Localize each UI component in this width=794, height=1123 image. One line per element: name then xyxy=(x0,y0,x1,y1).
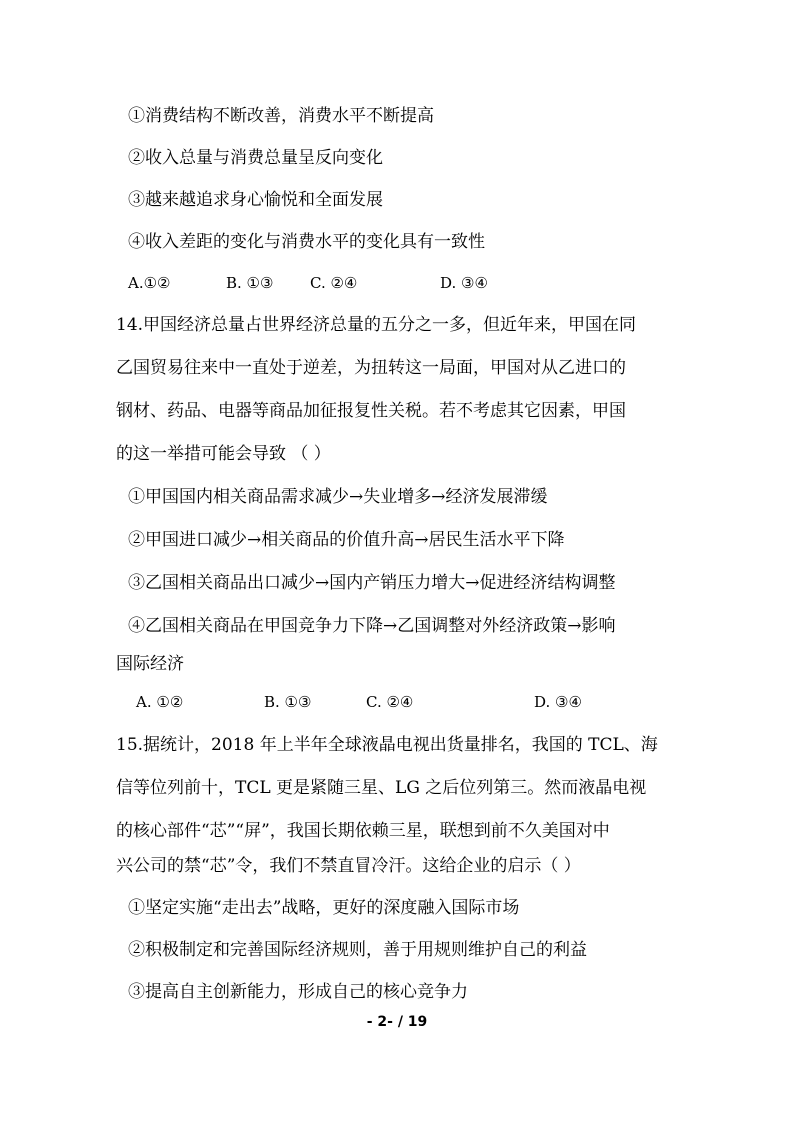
q15-item-2: ②积极制定和完善国际经济规则，善于用规则维护自己的利益 xyxy=(128,940,587,960)
q13-option-a: A.①② xyxy=(128,274,171,292)
q15-stem-line-1: 15.据统计，2018 年上半年全球液晶电视出货量排名，我国的 TCL、海 xyxy=(116,735,658,755)
q14-item-1: ①甲国国内相关商品需求减少→失业增多→经济发展滞缓 xyxy=(128,487,548,507)
q14-item-4-continued: 国际经济 xyxy=(116,654,184,674)
q14-item-2: ②甲国进口减少→相关商品的价值升高→居民生活水平下降 xyxy=(128,530,565,550)
q14-option-c: C. ②④ xyxy=(366,693,414,711)
q15-stem-line-3: 的核心部件“芯”“屏”，我国长期依赖三星，联想到前不久美国对中 xyxy=(116,821,610,841)
q13-item-2: ②收入总量与消费总量呈反向变化 xyxy=(128,148,383,168)
q14-stem-line-1: 14.甲国经济总量占世界经济总量的五分之一多，但近年来，甲国在同 xyxy=(116,315,637,335)
q15-stem-line-2: 信等位列前十，TCL 更是紧随三星、LG 之后位列第三。然而液晶电视 xyxy=(116,778,647,798)
q14-stem-line-3: 钢材、药品、电器等商品加征报复性关税。若不考虑其它因素，甲国 xyxy=(116,401,626,421)
q14-stem-line-2: 乙国贸易往来中一直处于逆差，为扭转这一局面，甲国对从乙进口的 xyxy=(116,358,626,378)
q13-item-1: ①消费结构不断改善，消费水平不断提高 xyxy=(128,106,434,126)
q13-item-4: ④收入差距的变化与消费水平的变化具有一致性 xyxy=(128,232,485,252)
q13-option-c: C. ②④ xyxy=(310,274,358,292)
q15-stem-line-4: 兴公司的禁“芯”令，我们不禁直冒冷汗。这给企业的启示（ ） xyxy=(116,856,581,876)
q14-item-4: ④乙国相关商品在甲国竞争力下降→乙国调整对外经济政策→影响 xyxy=(128,616,616,636)
q14-stem-line-4: 的这一举措可能会导致 （ ） xyxy=(116,444,331,464)
q15-item-3: ③提高自主创新能力，形成自己的核心竞争力 xyxy=(128,982,468,1002)
page-number: - 2- / 19 xyxy=(366,1014,428,1030)
q14-option-d: D. ③④ xyxy=(534,693,582,711)
q14-item-3: ③乙国相关商品出口减少→国内产销压力增大→促进经济结构调整 xyxy=(128,573,616,593)
q13-item-3: ③越来越追求身心愉悦和全面发展 xyxy=(128,190,383,210)
q14-option-b: B. ①③ xyxy=(264,693,312,711)
q13-option-b: B. ①③ xyxy=(226,274,274,292)
q13-option-d: D. ③④ xyxy=(440,274,488,292)
q14-option-a: A. ①② xyxy=(136,693,184,711)
q15-item-1: ①坚定实施“走出去”战略，更好的深度融入国际市场 xyxy=(128,898,520,918)
